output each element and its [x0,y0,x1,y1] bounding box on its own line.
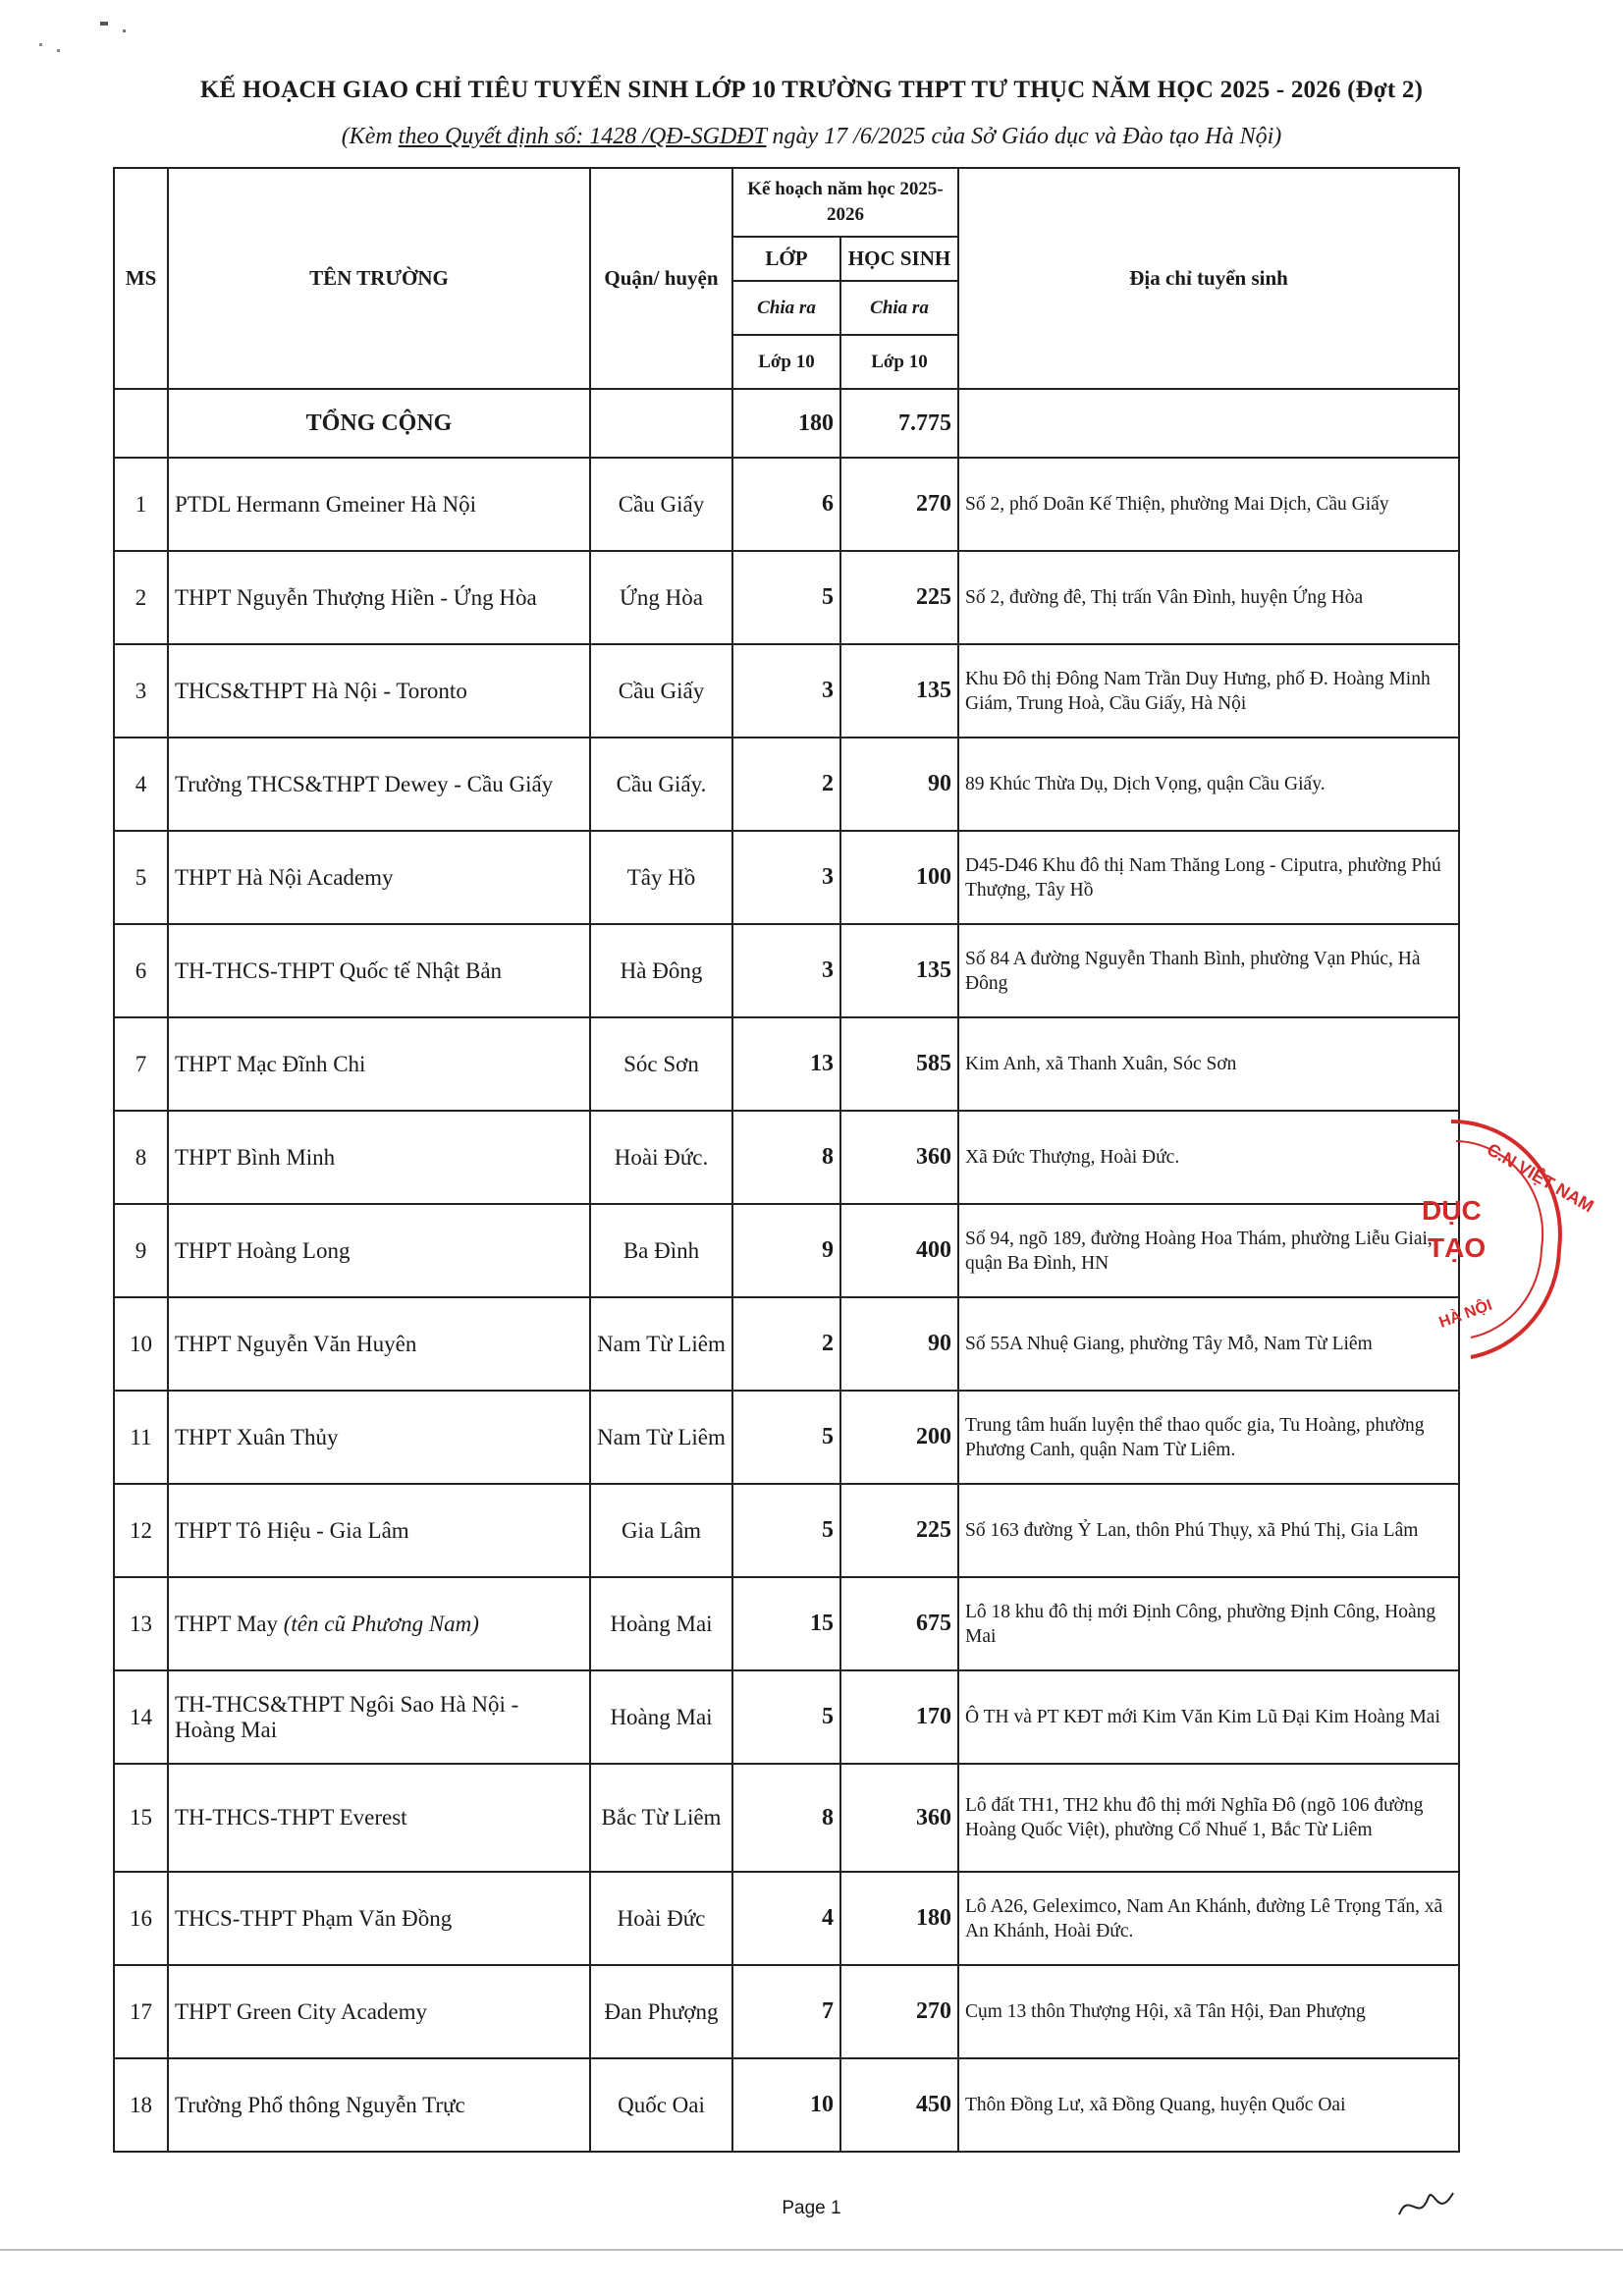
row-ms: 7 [114,1017,168,1111]
table-row [114,1017,1459,1111]
school-name-text: THPT Xuân Thủy [175,1424,339,1449]
row-school-name [168,551,590,644]
row-students: 400 [840,1204,958,1297]
school-name-text: THPT Hà Nội Academy [175,864,394,890]
row-address: Khu Đô thị Đông Nam Trần Duy Hưng, phố Đ. Hoàng Minh Giám, Trung Hoà, Cầu Giấy, Hà Nội [958,644,1459,738]
school-name-text: THPT Green City Academy [175,1998,427,2024]
row-address: Ô TH và PT KĐT mới Kim Văn Kim Lũ Đại Kim Hoàng Mai [958,1670,1459,1764]
row-classes: 7 [732,1965,840,2058]
row-ms: 4 [114,738,168,831]
row-classes: 5 [732,1670,840,1764]
row-district: Cầu Giấy [590,644,732,738]
page-number: Page 1 [782,2198,841,2218]
row-classes: 3 [732,924,840,1017]
row-ms: 3 [114,644,168,738]
row-district: Cầu Giấy [590,458,732,551]
row-ms: 9 [114,1204,168,1297]
row-district: Tây Hồ [590,831,732,924]
school-name-text: THCS-THPT Phạm Văn Đồng [175,1905,453,1931]
row-address: Số 94, ngõ 189, đường Hoàng Hoa Thám, phường Liễu Giai, quận Ba Đình, HN [958,1204,1459,1297]
row-ms: 18 [114,2058,168,2152]
row-classes: 8 [732,1111,840,1204]
row-students: 360 [840,1111,958,1204]
school-name-text: TH-THCS&THPT Ngôi Sao Hà Nội - Hoàng Mai [175,1691,519,1742]
row-school-name [168,831,590,924]
row-address: 89 Khúc Thừa Dụ, Dịch Vọng, quận Cầu Giấy. [958,738,1459,831]
row-students: 270 [840,1965,958,2058]
decision-number: theo Quyết định số: 1428 /QĐ-SGDĐT [398,124,767,149]
row-district: Hà Đông [590,924,732,1017]
row-address: Số 2, đường đê, Thị trấn Vân Đình, huyện Ứng Hòa [958,551,1459,644]
row-address: Kim Anh, xã Thanh Xuân, Sóc Sơn [958,1017,1459,1111]
row-school-name [168,1111,590,1204]
row-address: Số 55A Nhuệ Giang, phường Tây Mỗ, Nam Từ Liêm [958,1297,1459,1391]
row-students: 225 [840,1484,958,1577]
school-name-text: THPT Tô Hiệu - Gia Lâm [175,1517,409,1543]
row-district: Bắc Từ Liêm [590,1764,732,1872]
row-students: 675 [840,1577,958,1670]
row-classes: 5 [732,1484,840,1577]
row-ms: 5 [114,831,168,924]
school-name-text: THPT Bình Minh [175,1144,336,1170]
row-district: Hoài Đức [590,1872,732,1965]
table-row [114,2058,1459,2152]
row-district: Hoàng Mai [590,1577,732,1670]
school-name-text: Trường THCS&THPT Dewey - Cầu Giấy [175,771,554,796]
table-row [114,644,1459,738]
header-address: Địa chỉ tuyển sinh [958,168,1459,389]
row-school-name [168,1670,590,1764]
table-row [114,551,1459,644]
row-students: 135 [840,924,958,1017]
table-row [114,1391,1459,1484]
row-school-name [168,924,590,1017]
table-header [114,168,1459,389]
row-address: Cụm 13 thôn Thượng Hội, xã Tân Hội, Đan Phượng [958,1965,1459,2058]
row-ms: 6 [114,924,168,1017]
row-classes: 6 [732,458,840,551]
row-students: 225 [840,551,958,644]
row-school-name [168,1391,590,1484]
total-students: 7.775 [840,389,958,458]
row-school-name [168,1872,590,1965]
total-row [114,389,1459,458]
school-name-text: PTDL Hermann Gmeiner Hà Nội [175,491,477,517]
document-subtitle [0,124,1623,150]
header-school-name: TÊN TRƯỜNG [168,168,590,389]
school-name-text: TH-THCS-THPT Everest [175,1805,407,1830]
seal-text-bottom: HÀ NỘI [1436,1296,1494,1332]
table-row [114,738,1459,831]
official-seal [1412,1102,1597,1367]
row-district: Ứng Hòa [590,551,732,644]
row-ms: 13 [114,1577,168,1670]
row-classes: 13 [732,1017,840,1111]
row-ms: 2 [114,551,168,644]
row-classes: 10 [732,2058,840,2152]
header-grade-students: Lớp 10 [840,335,958,389]
row-classes: 3 [732,831,840,924]
row-classes: 2 [732,1297,840,1391]
school-name-text: Trường Phổ thông Nguyễn Trực [175,2092,465,2117]
row-district: Nam Từ Liêm [590,1297,732,1391]
row-district: Hoàng Mai [590,1670,732,1764]
row-ms: 17 [114,1965,168,2058]
row-school-name [168,2058,590,2152]
row-school-name [168,1965,590,2058]
header-students: HỌC SINH [840,237,958,281]
row-address: D45-D46 Khu đô thị Nam Thăng Long - Ciputra, phường Phú Thượng, Tây Hồ [958,831,1459,924]
row-address: Số 84 A đường Nguyễn Thanh Bình, phường Vạn Phúc, Hà Đông [958,924,1459,1017]
header-ms: MS [114,168,168,389]
row-address: Xã Đức Thượng, Hoài Đức. [958,1111,1459,1204]
row-ms: 1 [114,458,168,551]
school-name-text: THPT Nguyễn Thượng Hiền - Ứng Hòa [175,584,537,610]
scan-specks [0,0,196,79]
school-name-text: TH-THCS-THPT Quốc tế Nhật Bản [175,957,503,983]
row-district: Nam Từ Liêm [590,1391,732,1484]
row-ms: 8 [114,1111,168,1204]
row-school-name [168,738,590,831]
subtitle-suffix: ngày 17 /6/2025 của Sở Giáo dục và Đào tạo Hà Nội) [766,124,1282,149]
scan-edge-line [0,2249,1623,2251]
table-row [114,1297,1459,1391]
row-ms: 10 [114,1297,168,1391]
row-ms: 15 [114,1764,168,1872]
row-school-name [168,1017,590,1111]
row-classes: 4 [732,1872,840,1965]
row-students: 360 [840,1764,958,1872]
table-row [114,1965,1459,2058]
row-students: 90 [840,1297,958,1391]
row-school-name [168,458,590,551]
row-school-name [168,1204,590,1297]
row-students: 170 [840,1670,958,1764]
row-school-name [168,1297,590,1391]
table-row [114,1484,1459,1577]
row-classes: 15 [732,1577,840,1670]
school-former-name: (tên cũ Phương Nam) [283,1611,479,1636]
table-row [114,1577,1459,1670]
school-name-text: THPT Mạc Đĩnh Chi [175,1051,366,1076]
table-row [114,831,1459,924]
row-students: 585 [840,1017,958,1111]
row-students: 135 [840,644,958,738]
row-district: Cầu Giấy. [590,738,732,831]
total-address [958,389,1459,458]
header-plan: Kế hoạch năm học 2025-2026 [732,168,958,237]
row-students: 270 [840,458,958,551]
row-classes: 8 [732,1764,840,1872]
school-name-text: THCS&THPT Hà Nội - Toronto [175,678,467,703]
row-students: 100 [840,831,958,924]
row-classes: 5 [732,551,840,644]
enrollment-table [113,167,1460,2153]
header-classes: LỚP [732,237,840,281]
row-address: Trung tâm huấn luyện thể thao quốc gia, Tu Hoàng, phường Phương Canh, quận Nam Từ Liêm. [958,1391,1459,1484]
header-grade-classes: Lớp 10 [732,335,840,389]
table-row [114,924,1459,1017]
total-label: TỔNG CỘNG [168,389,590,458]
table-row [114,458,1459,551]
header-breakdown-classes: Chia ra [732,281,840,335]
row-school-name [168,1764,590,1872]
row-ms: 12 [114,1484,168,1577]
seal-text-tao: TẠO [1428,1232,1487,1263]
row-students: 180 [840,1872,958,1965]
row-ms: 14 [114,1670,168,1764]
table-body [114,389,1459,2152]
row-address: Lô 18 khu đô thị mới Định Công, phường Định Công, Hoàng Mai [958,1577,1459,1670]
row-district: Ba Đình [590,1204,732,1297]
row-address: Thôn Đồng Lư, xã Đồng Quang, huyện Quốc Oai [958,2058,1459,2152]
table-row [114,1872,1459,1965]
row-school-name [168,1484,590,1577]
row-school-name [168,1577,590,1670]
row-school-name [168,644,590,738]
row-address: Số 163 đường Ỷ Lan, thôn Phú Thụy, xã Phú Thị, Gia Lâm [958,1484,1459,1577]
subtitle-prefix: (Kèm [341,124,399,149]
total-district [590,389,732,458]
row-classes: 9 [732,1204,840,1297]
row-address: Số 2, phố Doãn Kế Thiện, phường Mai Dịch, Cầu Giấy [958,458,1459,551]
row-district: Quốc Oai [590,2058,732,2152]
total-classes: 180 [732,389,840,458]
row-ms: 11 [114,1391,168,1484]
total-ms [114,389,168,458]
seal-text-duc: DỤC [1422,1195,1482,1226]
row-district: Đan Phượng [590,1965,732,2058]
table-row [114,1764,1459,1872]
row-students: 90 [840,738,958,831]
school-name-text: THPT Hoàng Long [175,1237,351,1263]
row-address: Lô đất TH1, TH2 khu đô thị mới Nghĩa Đô (ngõ 106 đường Hoàng Quốc Việt), phường Cổ Nhuế 1, Bắc Từ Liêm [958,1764,1459,1872]
row-district: Sóc Sơn [590,1017,732,1111]
header-breakdown-students: Chia ra [840,281,958,335]
document-title: KẾ HOẠCH GIAO CHỈ TIÊU TUYỂN SINH LỚP 10 TRƯỜNG THPT TƯ THỤC NĂM HỌC 2025 - 2026 (Đợt 2) [199,77,1424,103]
row-district: Hoài Đức. [590,1111,732,1204]
table-row [114,1670,1459,1764]
table-row [114,1111,1459,1204]
row-students: 450 [840,2058,958,2152]
seal-text-top: C.N VIỆT NAM [1484,1139,1597,1217]
table-row [114,1204,1459,1297]
row-students: 200 [840,1391,958,1484]
school-name-text: THPT Nguyễn Văn Huyên [175,1331,417,1356]
school-name-text: THPT May [175,1611,284,1636]
row-ms: 16 [114,1872,168,1965]
row-classes: 3 [732,644,840,738]
header-district: Quận/ huyện [590,168,732,389]
row-classes: 2 [732,738,840,831]
row-classes: 5 [732,1391,840,1484]
row-address: Lô A26, Geleximco, Nam An Khánh, đường Lê Trọng Tấn, xã An Khánh, Hoài Đức. [958,1872,1459,1965]
row-district: Gia Lâm [590,1484,732,1577]
